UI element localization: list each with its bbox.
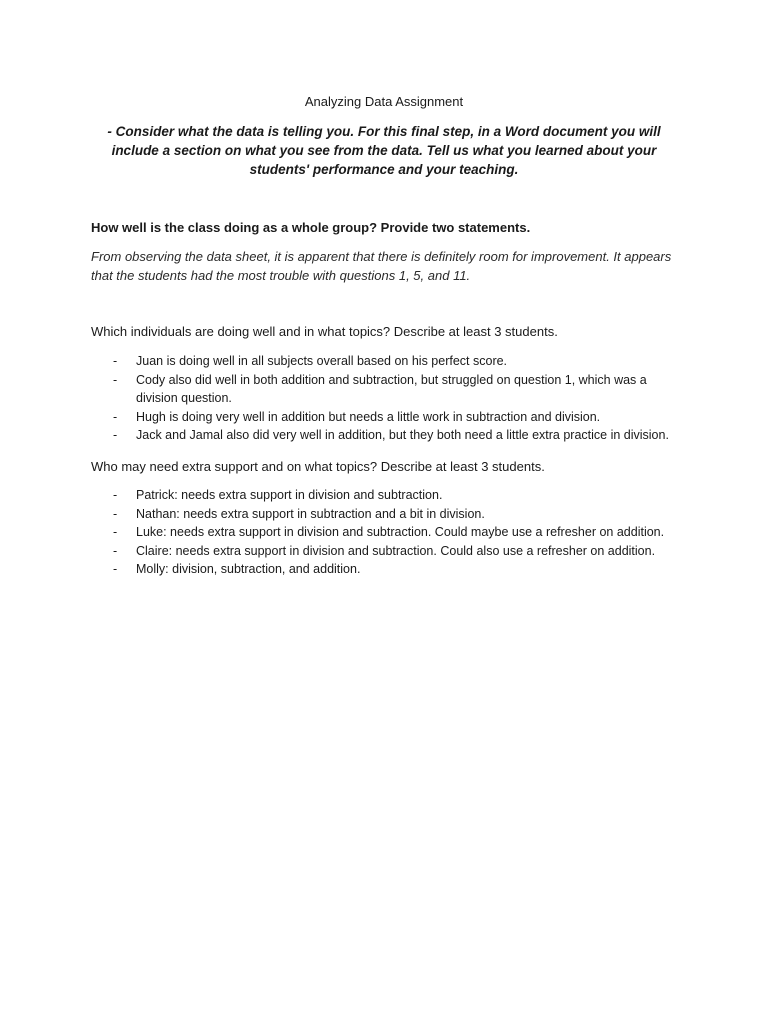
list-item <box>91 486 691 505</box>
answer-class-performance: From observing the data sheet, it is apparent that there is definitely room for improvement. It appears that the students had the most trouble with questions 1, 5, and 11. <box>91 249 672 283</box>
list-item <box>91 371 691 408</box>
list-item-text: Molly: division, subtraction, and addition. <box>136 562 361 576</box>
list-item <box>91 542 691 561</box>
list-item <box>91 408 691 427</box>
list-item <box>91 505 691 524</box>
list-item <box>91 560 691 579</box>
list-item-text: Patrick: needs extra support in division and subtraction. <box>136 488 443 502</box>
list-item <box>91 426 691 445</box>
question-class-performance: How well is the class doing as a whole group? Provide two statements. <box>91 220 531 235</box>
document-title: Analyzing Data Assignment <box>304 94 464 109</box>
list-item-text: Jack and Jamal also did very well in addition, but they both need a little extra practice in division. <box>136 428 669 442</box>
bullet-dash: - <box>113 562 118 576</box>
list-item <box>91 352 691 371</box>
bullet-dash: - <box>113 488 118 502</box>
list-item-text: Claire: needs extra support in division and subtraction. Could also use a refresher on addition. <box>136 543 656 558</box>
students-doing-well-list <box>91 352 691 445</box>
list-item-text: Luke: needs extra support in division and subtraction. Could maybe use a refresher on addition. <box>136 525 665 539</box>
list-item-text: Juan is doing well in all subjects overall based on his perfect score. <box>136 354 508 368</box>
bullet-dash: - <box>113 543 118 558</box>
bullet-dash: - <box>113 506 118 521</box>
students-need-support-list <box>91 486 691 579</box>
bullet-dash: - <box>113 428 118 442</box>
bullet-dash: - <box>113 372 118 387</box>
list-item-text: Cody also did well in both addition and subtraction, but struggled on question 1, which was a division question. <box>136 372 647 405</box>
list-item <box>91 523 691 542</box>
assignment-instructions: - Consider what the data is telling you. For this final step, in a Word document you will include a section on what you see from the data. Tell us what you learned about your students' performance and your teaching. <box>107 124 661 177</box>
bullet-dash: - <box>113 409 118 424</box>
question-students-need-support: Who may need extra support and on what topics? Describe at least 3 students. <box>91 459 545 474</box>
list-item-text: Nathan: needs extra support in subtraction and a bit in division. <box>136 506 485 521</box>
list-item-text: Hugh is doing very well in addition but needs a little work in subtraction and division. <box>136 409 601 424</box>
bullet-dash: - <box>113 354 118 368</box>
bullet-dash: - <box>113 525 118 539</box>
question-students-doing-well: Which individuals are doing well and in what topics? Describe at least 3 students. <box>91 324 558 339</box>
